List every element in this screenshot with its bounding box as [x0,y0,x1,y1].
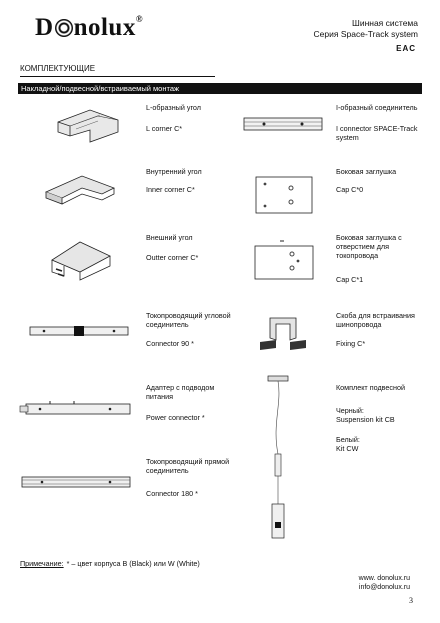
cap-name-ru: Боковая заглушка [336,167,397,176]
fixing-name-ru-2: шинопровода [336,320,382,329]
cap-hole-name-ru-1: Боковая заглушка с [336,233,402,242]
logo-mark-icon [55,19,73,37]
cap-hole-name-ru-3: токопровода [336,251,379,260]
suspension-black-code: Suspension kit CB [336,415,395,424]
suspension-kit-image [266,374,290,550]
l-corner-image [50,102,125,152]
power-connector-image [20,398,132,420]
connector-180-name-en: Connector 180 * [146,489,198,498]
connector-90-name-en: Connector 90 * [146,339,194,348]
eac-mark: EAC [396,44,416,53]
cap-image [255,176,313,214]
l-corner-name-en: L corner C* [146,124,183,133]
email-link[interactable]: info@donolux.ru [358,584,410,591]
website-link[interactable]: www. donolux.ru [358,575,410,582]
connector-90-name-ru-1: Токопроводящий угловой [146,311,231,320]
i-connector-name-en: I connector SPACE-Track [336,124,418,133]
brand-logo: D nolux® [35,14,144,41]
power-connector-name-ru-1: Адаптер с подводом [146,383,215,392]
suspension-white-code: Kit CW [336,444,359,453]
fixing-image [256,314,308,356]
inner-corner-name-en: Inner corner C* [146,185,195,194]
l-corner-name-ru: L-образный угол [146,103,201,112]
outer-corner-name-en: Outter corner C* [146,253,199,262]
contacts [359,574,410,592]
suspension-name-ru: Комплект подвесной [336,383,405,392]
connector-180-name-ru-2: соединитель [146,466,189,475]
connector-180-image [22,474,132,490]
power-connector-name-ru-2: питания [146,392,173,401]
suspension-white-label: Белый: [336,435,360,444]
fixing-name-en: Fixing C* [336,339,366,348]
cap-name-en: Cap C*0 [336,185,364,194]
header-line-2: Серия Space-Track system [313,29,418,39]
connector-90-name-ru-2: соединитель [146,320,189,329]
section-title: КОМПЛЕКТУЮЩИЕ [20,64,96,73]
suspension-black-label: Черный: [336,406,364,415]
header-line-1: Шинная система [352,18,418,28]
connector-90-image [30,324,130,338]
section-divider [20,76,215,77]
outer-corner-name-ru: Внешний угол [146,233,193,242]
page-number: 3 [409,596,413,605]
cap-hole-name-en: Cap C*1 [336,275,364,284]
power-connector-name-en: Power connector * [146,413,205,422]
footnote-label: Примечание: [20,559,64,568]
cap-hole-image [254,240,314,280]
cap-hole-name-ru-2: отверстием для [336,242,389,251]
inner-corner-name-ru: Внутренний угол [146,167,202,176]
fixing-name-ru-1: Скоба для встраивания [336,311,415,320]
inner-corner-image [42,170,117,215]
mount-type-band: Накладной/подвесной/встраиваемый монтаж [18,83,422,94]
footnote [20,559,200,568]
outer-corner-image [46,236,116,282]
i-connector-name-ru: I-образный соединитель [336,103,418,112]
i-connector-image [244,114,324,134]
header-title [314,18,418,40]
footnote-text: * – цвет корпуса B (Black) или W (White) [66,559,200,568]
connector-180-name-ru-1: Токопроводящий прямой [146,457,230,466]
i-connector-name-en-2: system [336,133,359,142]
